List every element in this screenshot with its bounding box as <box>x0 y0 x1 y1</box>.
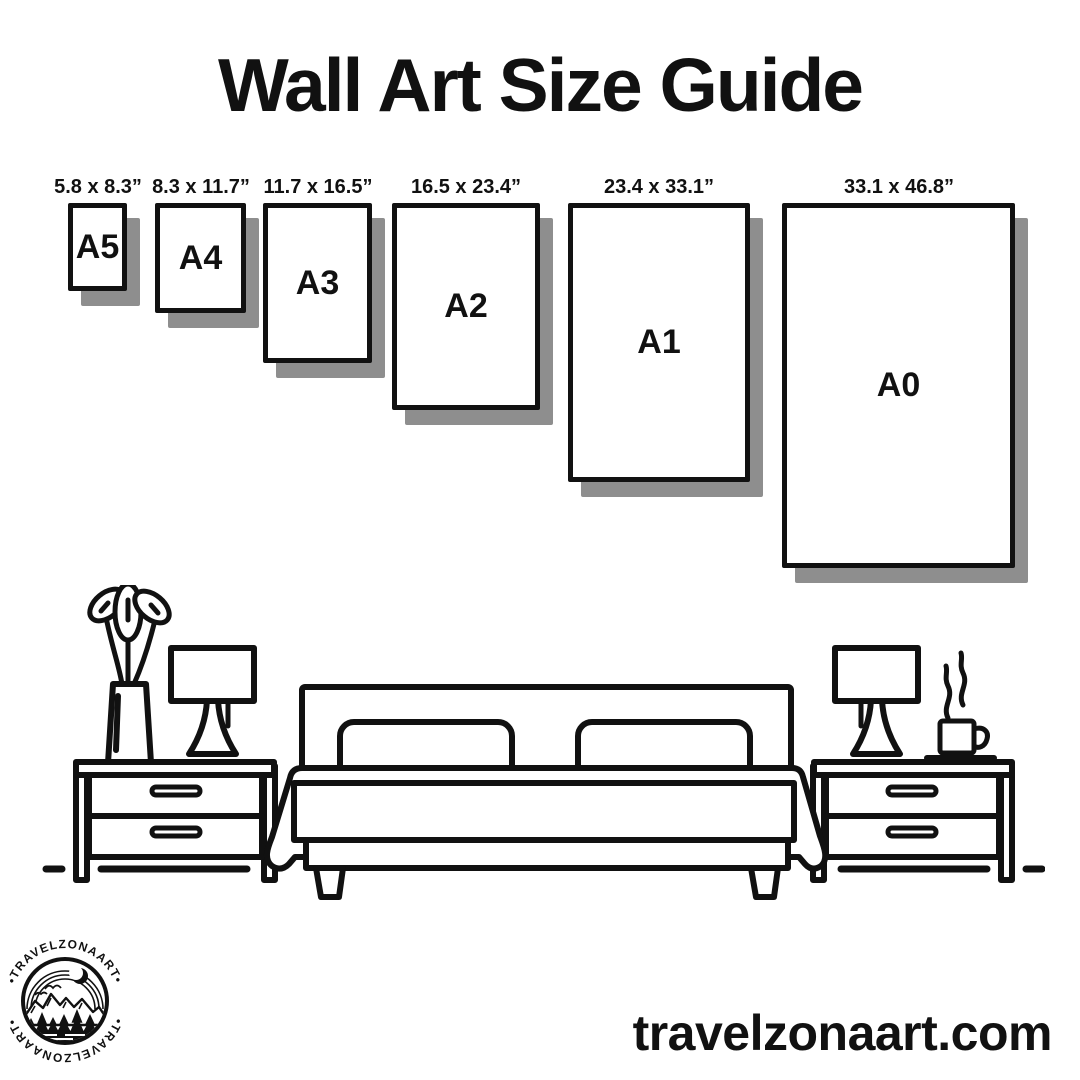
website-url: travelzonaart.com <box>632 1005 1052 1061</box>
logo-text-top: •TRAVELZONAART• <box>4 937 126 986</box>
paper-size-a2 <box>392 203 540 410</box>
dims-label-a5: 5.8 x 8.3” <box>54 176 142 198</box>
paper-size-a1 <box>568 203 750 482</box>
plant-vase-icon <box>84 585 175 763</box>
table-lamp-left-icon <box>171 648 254 754</box>
paper-label-a0: A0 <box>876 366 921 404</box>
logo-text-bottom: •TRAVELZONAART• <box>4 1016 126 1065</box>
bed-foot-left <box>316 868 343 897</box>
dims-label-a3: 11.7 x 16.5” <box>263 176 373 198</box>
paper-label-a4: A4 <box>178 238 223 277</box>
dims-label-a1: 23.4 x 33.1” <box>603 176 715 198</box>
bed-base <box>306 840 788 868</box>
paper-size-a0 <box>782 203 1015 568</box>
paper-size-a5 <box>68 203 127 291</box>
nightstand-left-icon <box>76 762 275 880</box>
bed-icon <box>267 687 825 897</box>
mattress <box>294 783 794 840</box>
bedroom-illustration <box>38 585 1045 910</box>
paper-size-a3 <box>263 203 372 363</box>
paper-label-a3: A3 <box>295 263 340 302</box>
dims-label-a2: 16.5 x 23.4” <box>410 176 522 198</box>
bed-foot-right <box>751 868 778 897</box>
paper-label-a2: A2 <box>444 287 488 325</box>
paper-label-a1: A1 <box>637 323 681 361</box>
dims-label-a4: 8.3 x 11.7” <box>152 176 250 198</box>
coffee-cup-icon <box>927 653 994 758</box>
dims-label-a0: 33.1 x 46.8” <box>843 176 955 198</box>
paper-size-a4 <box>155 203 246 313</box>
table-lamp-right-icon <box>835 648 918 754</box>
paper-label-a5: A5 <box>75 227 120 266</box>
brand-logo <box>1 937 129 1065</box>
page-title: Wall Art Size Guide <box>217 43 863 127</box>
nightstand-right-icon <box>813 762 1012 880</box>
